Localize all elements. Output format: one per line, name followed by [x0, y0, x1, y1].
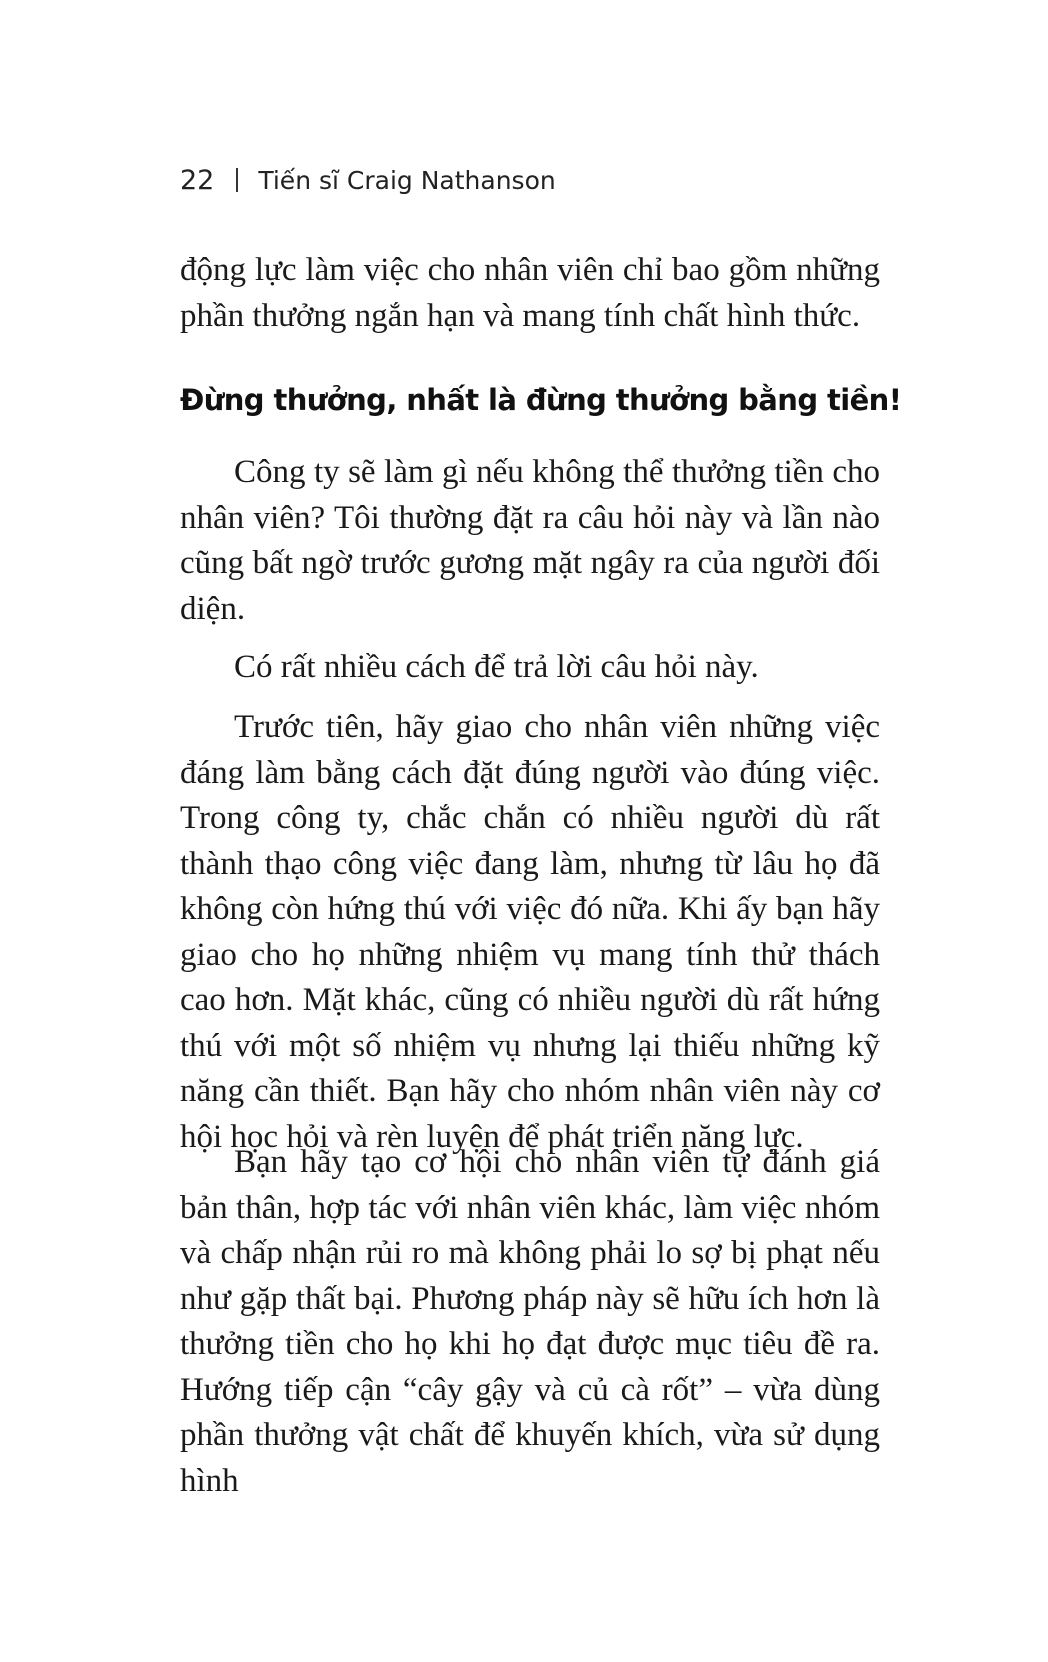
author-name: Tiến sĩ Craig Nathanson — [258, 165, 556, 195]
paragraph: Công ty sẽ làm gì nếu không thể thưởng tiền cho nhân viên? Tôi thường đặt ra câu hỏi này và lần nào cũng bất ngờ trước gương mặt ngây ra của người đối diện. — [180, 454, 880, 627]
paragraph-block-4 — [180, 1140, 880, 1504]
paragraph: Trước tiên, hãy giao cho nhân viên những việc đáng làm bằng cách đặt đúng người vào đúng việc. Trong công ty, chắc chắn có nhiều người dù rất thành thạo công việc đang làm, nhưng từ lâu họ đã không còn hứng thú với việc đó nữa. Khi ấy bạn hãy giao cho họ những nhiệm vụ mang tính thử thách cao hơn. Mặt khác, cũng có nhiều người dù rất hứng thú với một số nhiệm vụ nhưng lại thiếu những kỹ năng cần thiết. Bạn hãy cho nhóm nhân viên này cơ hội học hỏi và rèn luyện để phát triển năng lực. — [180, 709, 880, 1155]
paragraph: Bạn hãy tạo cơ hội cho nhân viên tự đánh giá bản thân, hợp tác với nhân viên khác, làm việc nhóm và chấp nhận rủi ro mà không phải lo sợ bị phạt nếu như gặp thất bại. Phương pháp này sẽ hữu ích hơn là thưởng tiền cho họ khi họ đạt được mục tiêu đề ra. Hướng tiếp cận “cây gậy và củ cà rốt” – vừa dùng phần thưởng vật chất để khuyến khích, vừa sử dụng hình — [180, 1144, 880, 1499]
running-head — [180, 160, 556, 200]
page-number: 22 — [180, 164, 215, 196]
header-separator — [236, 168, 238, 192]
section-heading: Đừng thưởng, nhất là đừng thưởng bằng tiền! — [180, 383, 902, 417]
paragraph: Có rất nhiều cách để trả lời câu hỏi này. — [234, 649, 759, 685]
continued-paragraph: động lực làm việc cho nhân viên chỉ bao gồm những phần thưởng ngắn hạn và mang tính chất hình thức. — [180, 252, 880, 334]
paragraph-block-2 — [180, 645, 880, 691]
continued-paragraph-block — [180, 248, 880, 339]
paragraph-block-1 — [180, 450, 880, 632]
paragraph-block-3 — [180, 705, 880, 1160]
